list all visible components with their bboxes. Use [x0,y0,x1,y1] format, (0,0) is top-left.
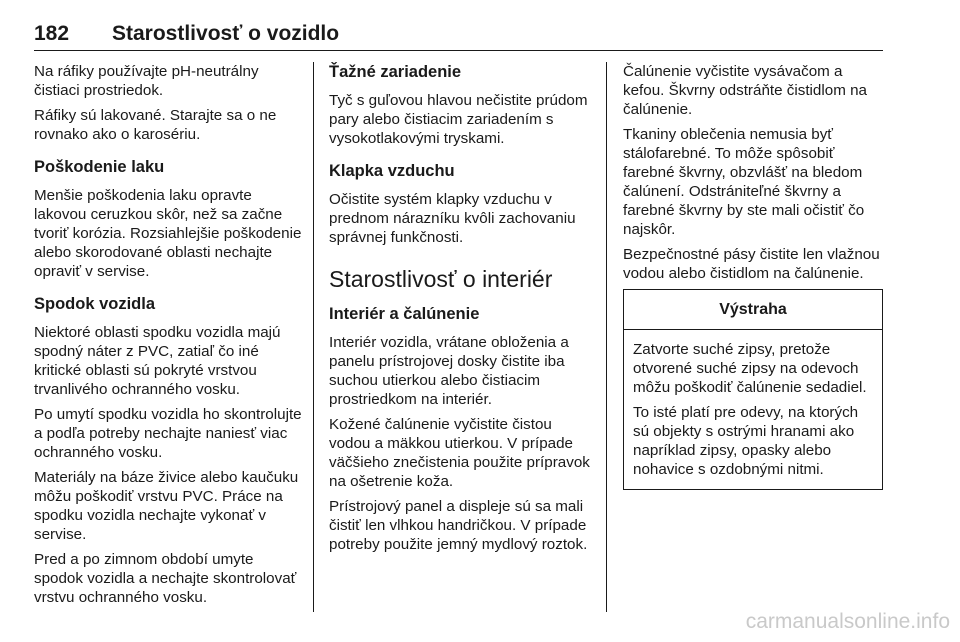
upholstery-vacuum-text: Čalúnenie vyčistite vysávačom a kefou. Škvrny odstráňte čistidlom na čalúnenie. [623,63,867,118]
warning-box [623,289,883,490]
seat-belt-text: Bezpečnostné pásy čistite len vlažnou vodou alebo čistidlom na čalúnenie. [623,246,880,282]
paint-damage-heading: Poškodenie laku [34,158,165,176]
underbody-text-1: Niektoré oblasti spodku vozidla majú spodný náter z PVC, zatiaľ čo iné kritické oblasti sú pokryté vrstvou trvanlivého ochranného vosku. [34,324,281,398]
warning-body [624,330,882,489]
underbody-text-3: Materiály na báze živice alebo kaučuku môžu poškodiť vrstvu PVC. Práce na spodku vozidla nechajte vykonať v servise. [34,469,299,543]
page-number: 182 [34,22,70,45]
underbody-heading: Spodok vozidla [34,295,156,313]
rims-painted-text: Ráfiky sú lakované. Starajte sa o ne rovnako ako o karosériu. [34,107,277,143]
rims-cleaner-text: Na ráfiky používajte pH-neutrálny čistiaci prostriedok. [34,63,259,99]
interior-care-heading: Starostlivosť o interiér [329,266,553,292]
interior-text-1: Interiér vozidla, vrátane obloženia a panelu prístrojovej dosky čistite iba suchou utierkou alebo čistiacim prostriedkom na interiér. [329,334,569,408]
column-3 [623,62,885,490]
column-divider-1 [313,62,314,612]
towing-heading: Ťažné zariadenie [329,63,462,81]
column-divider-2 [606,62,607,612]
header-divider [34,50,883,51]
interior-text-3: Prístrojový panel a displeje sú sa mali čistiť len vlhkou handričkou. V prípade potreby použite jemný mydlový roztok. [329,498,588,553]
interior-text-2: Kožené čalúnenie vyčistite čistou vodou a mäkkou utierkou. V prípade väčšieho znečistenia použite prípravok na ošetrenie koža. [329,416,590,490]
warning-title: Výstraha [624,290,882,330]
fabric-color-text: Tkaniny oblečenia nemusia byť stálofarebné. To môže spôsobiť farebné škvrny, obzvlášť na bledom čalúnení. Odstrániteľné škvrny a farebné škvrny by ste mali očistiť čo najskôr. [623,126,865,238]
paint-damage-text: Menšie poškodenia laku opravte lakovou ceruzkou skôr, než sa začne tvoriť korózia. Rozsiahlejšie poškodenie alebo skorodované oblasti nechajte opraviť v servise. [34,187,302,280]
upholstery-heading: Interiér a čalúnenie [329,305,480,323]
chapter-title: Starostlivosť o vozidlo [112,22,340,45]
column-1 [34,62,302,613]
warning-text-2: To isté platí pre odevy, na ktorých sú objekty s ostrými hranami ako napríklad zipsy, opasky alebo nohavice s ozdobnými nitmi. [633,404,859,478]
air-flap-text: Očistite systém klapky vzduchu v prednom nárazníku kvôli zachovaniu správnej funkčnosti. [329,191,576,246]
watermark: carmanualsonline.info [745,610,950,633]
underbody-text-4: Pred a po zimnom období umyte spodok vozidla a nechajte skontrolovať vrstvu ochranného vosku. [34,551,297,606]
underbody-text-2: Po umytí spodku vozidla ho skontrolujte a podľa potreby nechajte naniesť viac ochranného vosku. [34,406,302,461]
warning-text-1: Zatvorte suché zipsy, pretože otvorené suché zipsy na odevoch môžu poškodiť čalúnenie sedadiel. [633,341,867,396]
air-flap-heading: Klapka vzduchu [329,162,455,180]
towing-text: Tyč s guľovou hlavou nečistite prúdom pary alebo čistiacim zariadením s vysokotlakovými tryskami. [329,92,588,147]
column-2 [329,62,597,560]
